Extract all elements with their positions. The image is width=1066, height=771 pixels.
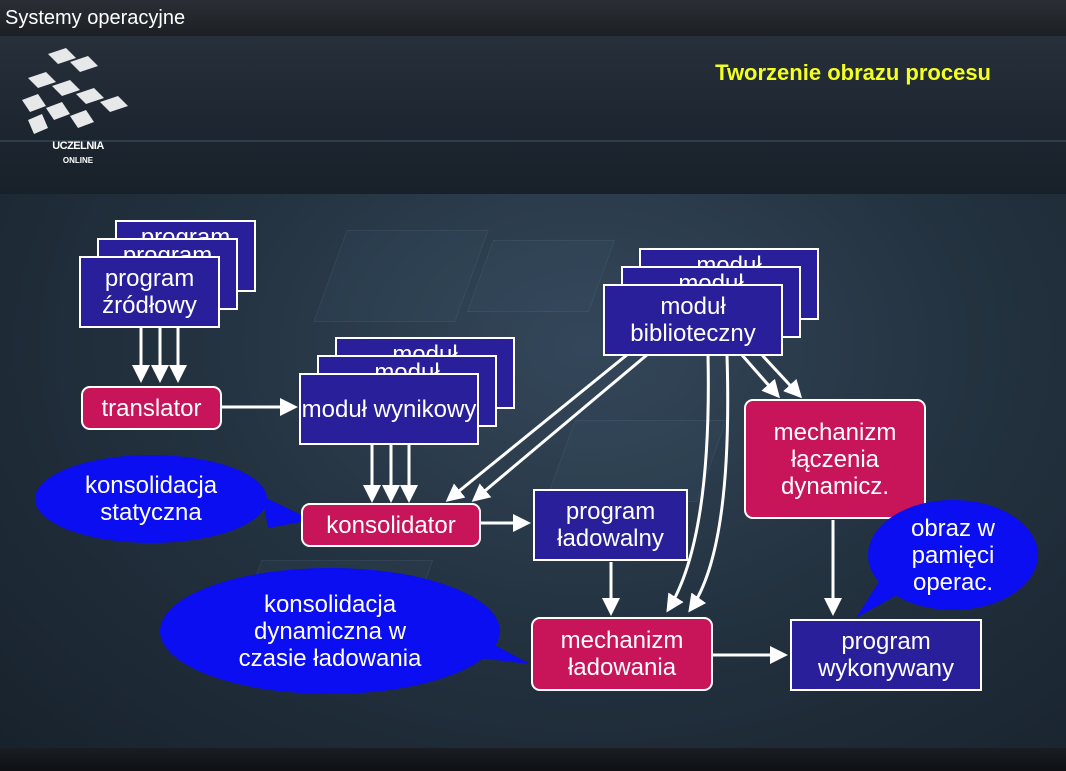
bubble-dynamic-linking [160, 568, 500, 694]
arrow-library-to-loader-1 [668, 355, 708, 610]
bottom-bar [0, 748, 1066, 771]
arrow-library-to-dynamic-2 [762, 355, 800, 396]
bubble-memory-image [868, 500, 1038, 610]
linker-label: konsolidator [326, 511, 456, 539]
library-module-label: moduł biblioteczny [630, 293, 756, 347]
loader-label: mechanizm ładowania [560, 627, 684, 681]
app-title: Systemy operacyjne [5, 7, 186, 29]
object-module-label: moduł wynikowy [301, 395, 477, 423]
object-module-box [299, 373, 479, 445]
source-program-box [79, 256, 220, 328]
executable-program-box [790, 619, 982, 691]
linker-box [301, 503, 481, 547]
bubble-memory-label: obraz w pamięci operac. [910, 514, 996, 596]
logo-text-line1: UCZELNIA [52, 140, 104, 152]
executable-program-label: program wykonywany [817, 628, 955, 682]
dynamic-linker-label: mechanizm łączenia dynamicz. [773, 418, 897, 500]
library-module-box [603, 284, 783, 356]
translator-label: translator [101, 394, 202, 422]
loader-box [531, 617, 713, 691]
translator-box [81, 386, 222, 430]
dynamic-linker-box [744, 399, 926, 519]
bubble-static-linking [35, 455, 267, 543]
logo-text-line2: ONLINE [62, 156, 94, 165]
loadable-program-box [533, 489, 688, 561]
slide-title: Tworzenie obrazu procesu [715, 60, 991, 85]
loadable-program-label: program ładowalny [557, 498, 664, 552]
source-program-label: program źródłowy [102, 265, 197, 319]
arrow-library-to-dynamic-1 [742, 355, 778, 396]
bubble-dynamic-label: konsolidacja dynamiczna w czasie ładowania [238, 590, 422, 672]
bubble-static-label: konsolidacja statyczna [84, 472, 218, 526]
